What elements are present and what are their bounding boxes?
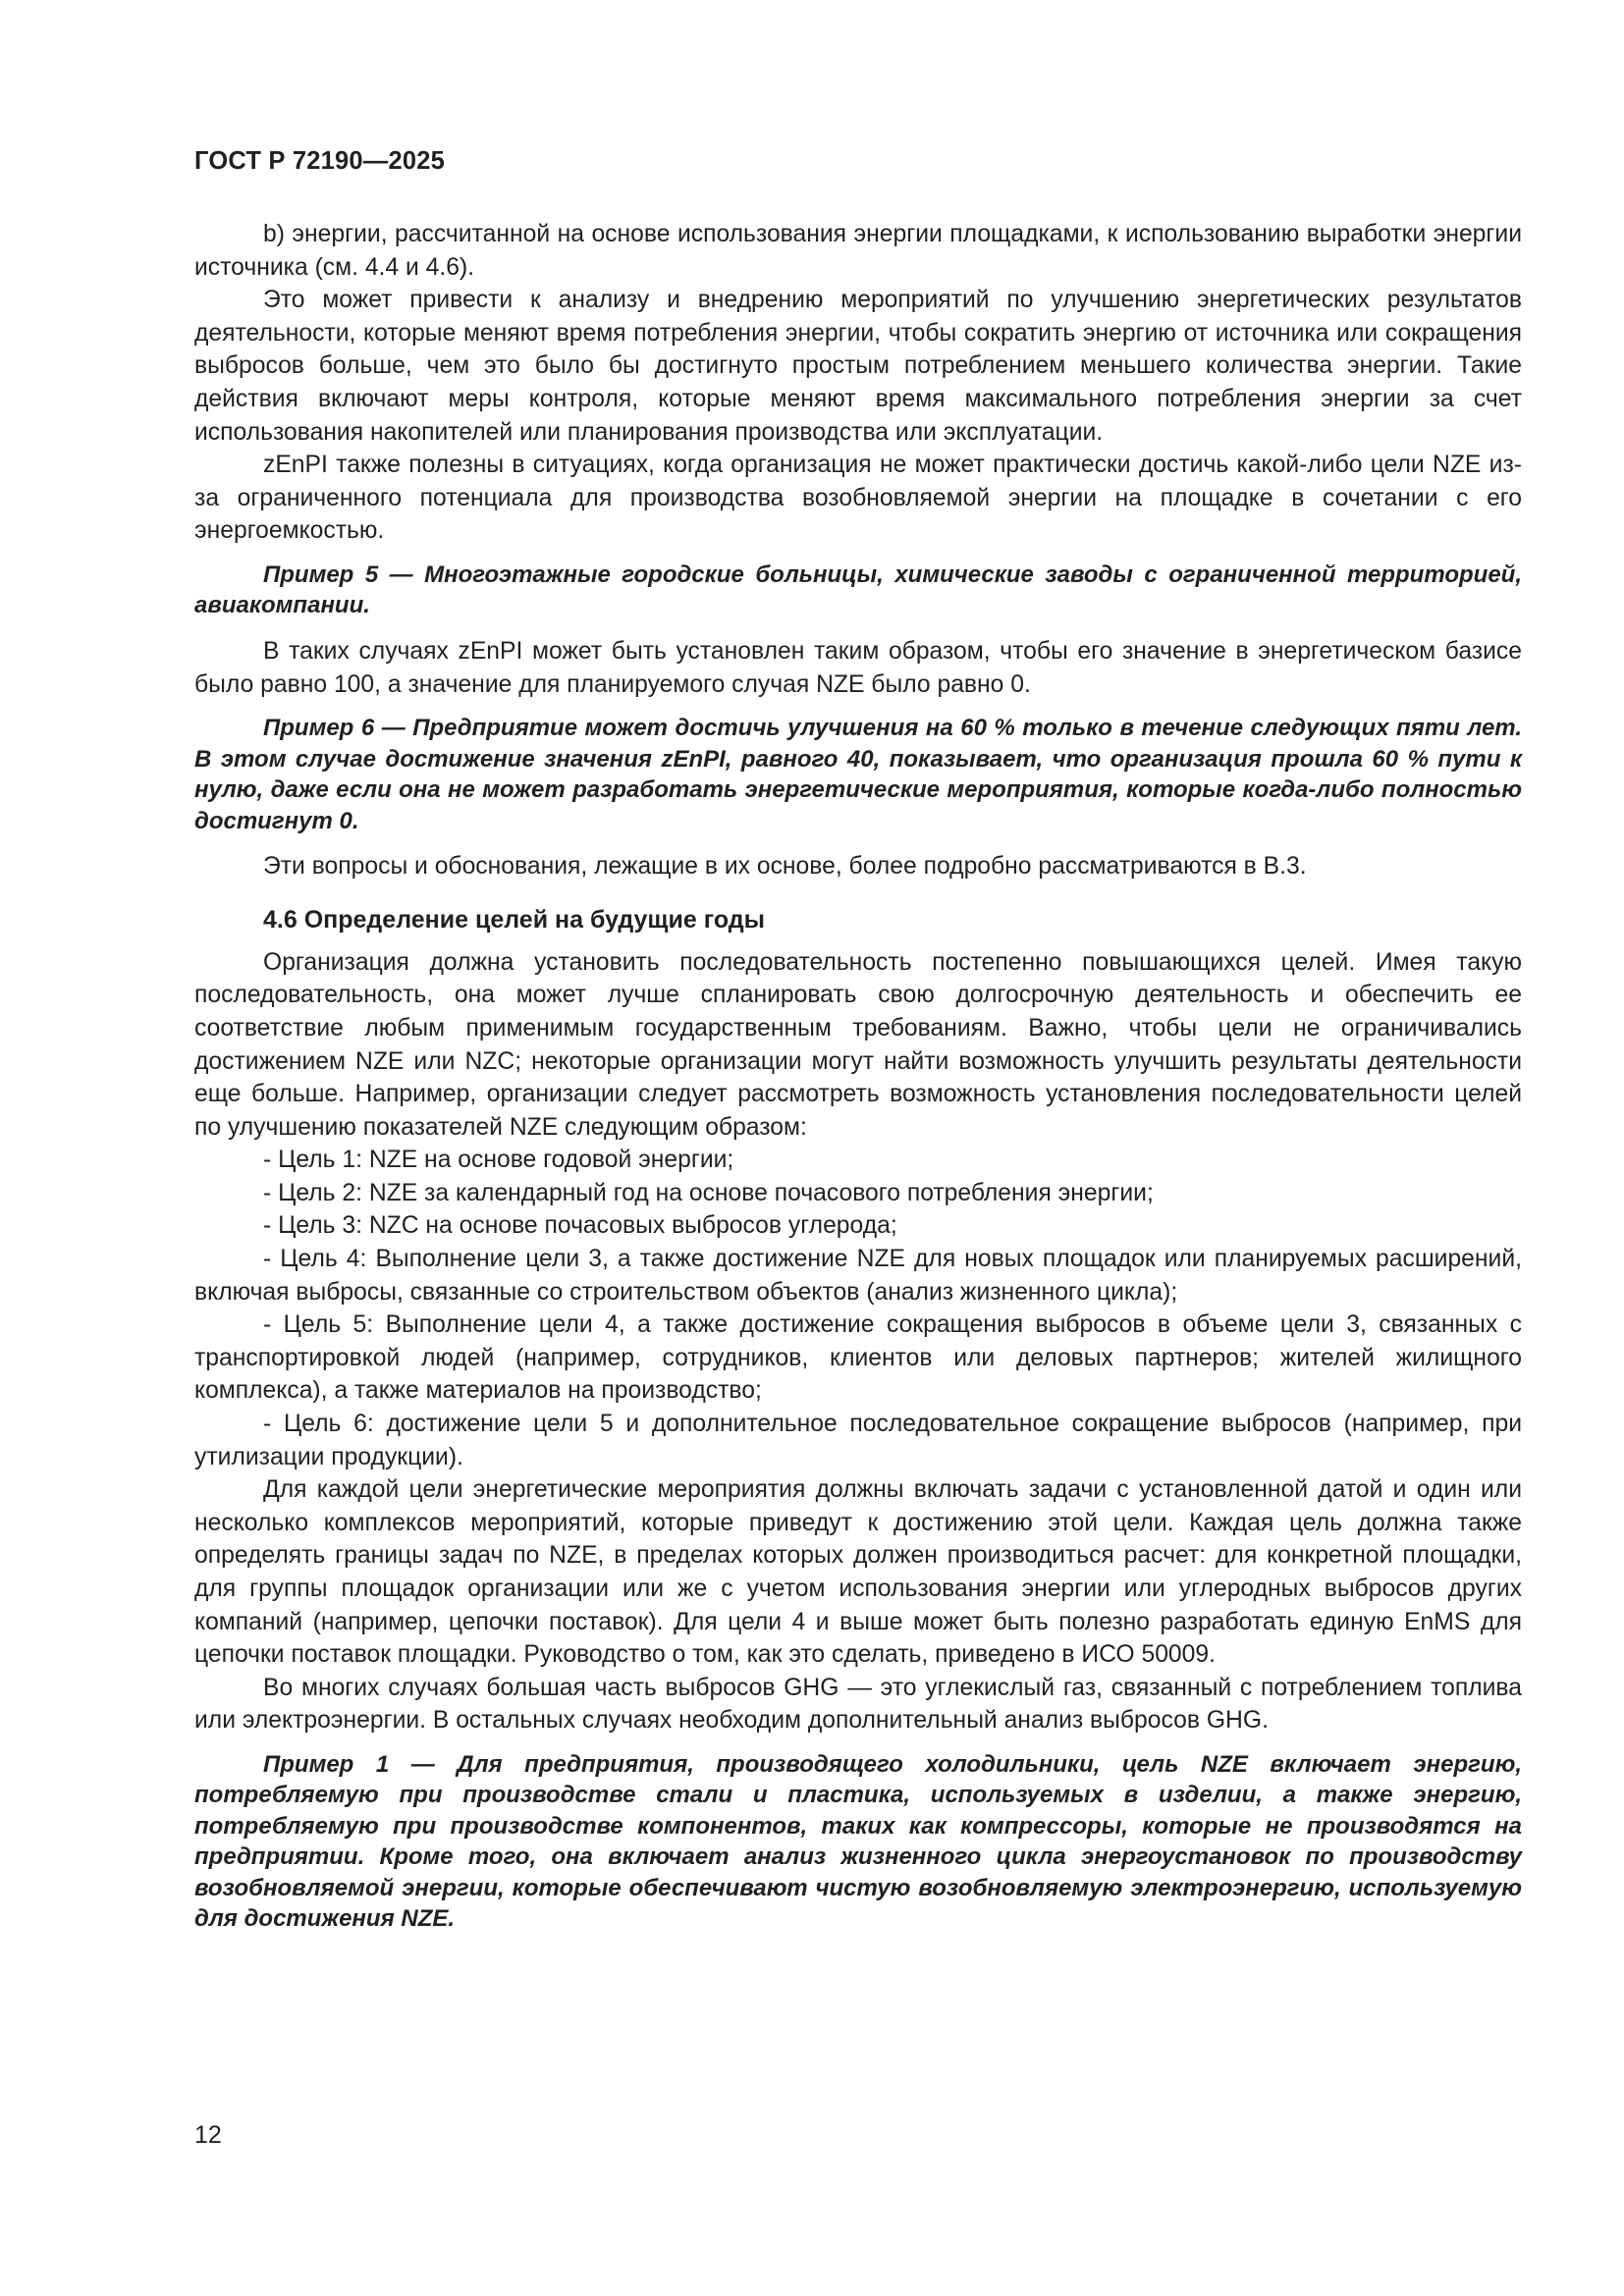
- paragraph-issues: Эти вопросы и обоснования, лежащие в их основе, более подробно рассматриваются в В.3.: [263, 853, 1307, 881]
- goal-item: - Цель 3: NZC на основе почасовых выбросов углерода;: [263, 1212, 897, 1240]
- paragraph-each-goal: Для каждой цели энергетические мероприятия должны включать задачи с установленной датой и один или несколько комплексов мероприятий, которые приведут к достижению этой цели. Каждая цель должна также определять границы задач по NZE, в пределах которых должен производиться расчет: для конкретной площадки, для группы площадок организации или же с учетом использования энергии или углеродных выбросов других компаний (например, цепочки поставок). Для цели 4 и выше может быть полезно разработать единую EnMS для цепочки поставок площадки. Руководство о том, как это сделать, приведено в ИСО 50009.: [194, 1476, 1522, 1669]
- goal-item: - Цель 5: Выполнение цели 4, а также достижение сокращения выбросов в объеме цели 3, связанных с транспортировкой людей (например, сотрудников, клиентов или деловых партнеров; жителей жилищного комплекса), а также материалов на производство;: [194, 1311, 1522, 1405]
- goal-item: - Цель 2: NZE за календарный год на основе почасового потребления энергии;: [263, 1179, 1154, 1206]
- goal-item: - Цель 6: достижение цели 5 и дополнительное последовательное сокращение выбросов (например, при утилизации продукции).: [194, 1411, 1522, 1470]
- paragraph-zenpi: zEnPI также полезны в ситуациях, когда организация не может практически достичь какой-либо цели NZE из-за ограниченного потенциала для производства возобновляемой энергии на площадке в сочетании с его энергоемкостью.: [194, 452, 1522, 545]
- paragraph-this-may: Это может привести к анализу и внедрению мероприятий по улучшению энергетических результатов деятельности, которые меняют время потребления энергии, чтобы сократить энергию от источника или сокращения выбросов больше, чем это было бы достигнуто простым потреблением меньшего количества энергии. Такие действия включают меры контроля, которые меняют время максимального потребления энергии за счет использования накопителей или планирования производства или эксплуатации.: [194, 287, 1522, 446]
- example-6: Пример 6 — Предприятие может достичь улучшения на 60 % только в течение следующих пяти лет. В этом случае достижение значения zEnPI, равного 40, показывает, что организация прошла 60 % пути к нулю, даже если она не может разработать энергетические мероприятия, которые когда-либо полностью достигнут 0.: [194, 715, 1522, 834]
- document-page: [194, 145, 1522, 1949]
- goal-item: - Цель 4: Выполнение цели 3, а также достижение NZE для новых площадок или планируемых расширений, включая выбросы, связанные со строительством объектов (анализ жизненного цикла);: [194, 1246, 1522, 1306]
- paragraph-ghg: Во многих случаях большая часть выбросов GHG — это углекислый газ, связанный с потреблением топлива или электроэнергии. В остальных случаях необходим дополнительный анализ выбросов GHG.: [194, 1674, 1522, 1735]
- example-1: Пример 1 — Для предприятия, производящего холодильники, цель NZE включает энергию, потребляемую при производстве стали и пластика, используемых в изделии, а также энергию, потребляемую при производстве компонентов, таких как компрессоры, которые не производятся на предприятии. Кроме того, она включает анализ жизненного цикла энергоустановок по производству возобновляемой энергии, которые обеспечивают чистую возобновляемую электроэнергию, используемую для достижения NZE.: [194, 1750, 1522, 1933]
- section-intro: Организация должна установить последовательность постепенно повышающихся целей. Имея такую последовательность, она может лучше спланировать свою долгосрочную деятельность и обеспечить ее соответствие любым применимым государственным требованиям. Важно, чтобы цели не ограничивались достижением NZE или NZC; некоторые организации могут найти возможность улучшить результаты деятельности еще больше. Например, организации следует рассмотреть возможность установления последовательности целей по улучшению показателей NZE следующим образом:: [194, 948, 1522, 1141]
- section-title: 4.6 Определение целей на будущие годы: [263, 905, 765, 934]
- example-5: Пример 5 — Многоэтажные городские больницы, химические заводы с ограниченной территорией, авиакомпании.: [194, 561, 1522, 619]
- page-number: 12: [194, 2121, 222, 2149]
- paragraph-b: b) энергии, рассчитанной на основе использования энергии площадками, к использованию выработки энергии источника (см. 4.4 и 4.6).: [194, 221, 1522, 281]
- document-id: ГОСТ Р 72190—2025: [194, 147, 446, 175]
- goal-item: - Цель 1: NZE на основе годовой энергии;: [263, 1147, 734, 1174]
- paragraph-such-cases: В таких случаях zEnPI может быть установлен таким образом, чтобы его значение в энергетическом базисе было равно 100, а значение для планируемого случая NZE было равно 0.: [194, 637, 1522, 698]
